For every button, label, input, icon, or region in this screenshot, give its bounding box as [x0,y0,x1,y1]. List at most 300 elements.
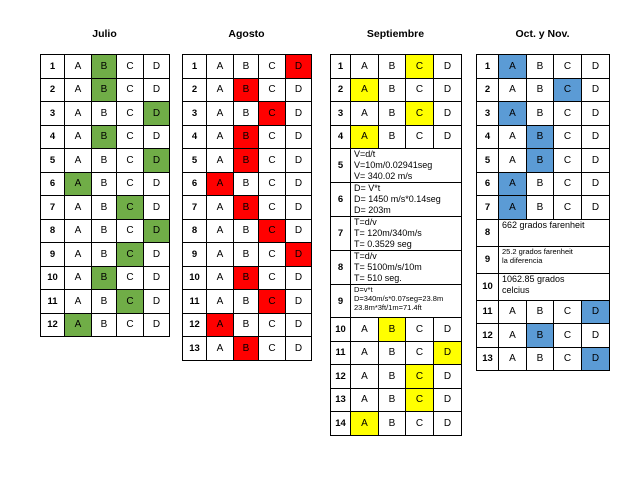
option-a: A [207,313,234,337]
option-b: B [234,55,259,79]
option-d: D [582,300,610,324]
option-d: D [286,266,312,290]
answer-text-line: la diferencia [502,255,543,265]
option-b: B [92,78,117,102]
option-a: A [499,172,527,196]
option-c: C [117,290,144,314]
option-a: A [65,102,92,126]
answer-row [41,78,170,102]
answer-text-line: 23.8m*3ft/1m=71.4ft [354,303,422,312]
option-b: B [527,196,554,220]
option-b: B [527,78,554,102]
worked-answer [351,251,462,285]
option-d: D [286,313,312,337]
option-d: D [286,219,312,243]
option-a: A [207,149,234,173]
option-a: A [65,172,92,196]
option-b: B [234,102,259,126]
option-d: D [286,78,312,102]
question-number: 3 [477,102,499,126]
option-c: C [117,78,144,102]
answer-row [183,266,312,290]
option-c: C [117,313,144,337]
option-a: A [207,172,234,196]
answer-row [477,219,610,246]
option-c: C [554,196,582,220]
option-c: C [117,243,144,267]
worked-answer [351,285,462,318]
question-number: 2 [183,78,207,102]
answer-row [331,183,462,217]
option-d: D [582,78,610,102]
question-number: 12 [41,313,65,337]
answer-row [477,196,610,220]
question-number: 10 [183,266,207,290]
month-title: Agosto [228,28,265,40]
option-a: A [65,290,92,314]
answer-row [477,102,610,126]
option-d: D [582,102,610,126]
question-number: 9 [477,246,499,273]
option-c: C [554,347,582,371]
answer-row [41,55,170,79]
answer-row [477,273,610,300]
option-d: D [434,55,462,79]
option-b: B [379,125,406,149]
option-a: A [499,324,527,348]
answer-row [41,219,170,243]
answer-row [183,172,312,196]
question-number: 12 [331,365,351,389]
option-b: B [379,412,406,436]
option-b: B [527,149,554,173]
answer-text-line: D= 1450 m/s*0.14seg [354,194,441,204]
option-c: C [406,412,434,436]
answer-row [183,55,312,79]
option-b: B [92,55,117,79]
option-c: C [117,102,144,126]
option-a: A [65,243,92,267]
option-a: A [351,318,379,342]
answer-text-line: celcius [502,284,530,295]
option-c: C [554,102,582,126]
answer-row [477,347,610,371]
option-b: B [234,219,259,243]
option-a: A [499,102,527,126]
option-d: D [434,102,462,126]
option-d: D [286,243,312,267]
option-a: A [351,78,379,102]
answer-text-line: 25.2 grados farenheit [502,246,573,256]
option-c: C [259,243,286,267]
option-d: D [434,341,462,365]
option-b: B [92,243,117,267]
option-c: C [406,365,434,389]
question-number: 7 [183,196,207,220]
answer-text-line: V=10m/0.02941seg [354,160,433,170]
option-c: C [554,172,582,196]
answer-row [331,388,462,412]
question-number: 12 [477,324,499,348]
option-a: A [65,219,92,243]
answer-row [331,285,462,318]
answer-row [331,341,462,365]
answer-row [477,149,610,173]
month-title: Septiembre [366,28,425,40]
option-d: D [286,125,312,149]
question-number: 9 [183,243,207,267]
option-a: A [207,102,234,126]
option-d: D [144,313,170,337]
question-number: 2 [477,78,499,102]
option-a: A [499,300,527,324]
option-c: C [259,55,286,79]
answer-row [183,243,312,267]
option-b: B [92,219,117,243]
answer-row [183,125,312,149]
option-b: B [379,341,406,365]
option-c: C [117,125,144,149]
option-b: B [527,102,554,126]
option-d: D [434,412,462,436]
answer-text-line: D=340m/s*0.07seg=23.8m [354,294,444,303]
option-c: C [259,196,286,220]
worked-answer [499,273,610,300]
question-number: 3 [41,102,65,126]
option-a: A [499,196,527,220]
option-c: C [259,337,286,361]
question-number: 11 [477,300,499,324]
option-d: D [286,149,312,173]
option-d: D [582,172,610,196]
option-a: A [207,219,234,243]
worked-answer [351,149,462,183]
question-number: 4 [41,125,65,149]
option-b: B [234,290,259,314]
option-d: D [144,55,170,79]
answer-table [182,54,312,361]
question-number: 5 [331,149,351,183]
option-b: B [234,243,259,267]
answer-row [477,125,610,149]
option-c: C [259,102,286,126]
option-a: A [351,365,379,389]
option-b: B [527,300,554,324]
option-a: A [65,55,92,79]
worked-answer [351,183,462,217]
option-b: B [234,196,259,220]
answer-text-line: T=d/v [354,217,377,227]
option-d: D [286,102,312,126]
question-number: 1 [41,55,65,79]
answer-text-line: T= 5100m/s/10m [354,262,422,272]
option-b: B [234,266,259,290]
answer-row [183,149,312,173]
answer-row [183,78,312,102]
question-number: 10 [41,266,65,290]
answer-text-line: D=v*t [354,285,373,294]
option-c: C [554,55,582,79]
answer-row [331,318,462,342]
option-c: C [554,78,582,102]
option-a: A [207,125,234,149]
question-number: 1 [183,55,207,79]
option-c: C [554,300,582,324]
answer-row [41,125,170,149]
option-a: A [207,196,234,220]
question-number: 13 [183,337,207,361]
option-a: A [207,266,234,290]
option-c: C [117,196,144,220]
option-a: A [351,55,379,79]
option-c: C [117,55,144,79]
option-d: D [144,102,170,126]
question-number: 8 [331,251,351,285]
answer-row [477,246,610,273]
option-c: C [117,149,144,173]
option-d: D [144,266,170,290]
option-b: B [379,388,406,412]
option-d: D [582,125,610,149]
option-d: D [144,172,170,196]
option-b: B [92,149,117,173]
option-c: C [406,102,434,126]
question-number: 7 [477,196,499,220]
option-c: C [554,149,582,173]
answer-text-line: T= 510 seg. [354,273,402,283]
question-number: 1 [331,55,351,79]
option-c: C [259,78,286,102]
option-c: C [406,388,434,412]
worked-answer [351,217,462,251]
month-title: Oct. y Nov. [515,28,570,40]
option-b: B [234,149,259,173]
option-a: A [65,125,92,149]
answer-row [41,243,170,267]
answer-row [477,78,610,102]
answer-row [183,313,312,337]
option-c: C [259,125,286,149]
answer-row [41,266,170,290]
answer-row [331,149,462,183]
option-d: D [434,318,462,342]
worked-answer [499,246,610,273]
option-c: C [406,318,434,342]
answer-text-line: 1062.85 grados [502,273,565,284]
option-d: D [144,196,170,220]
option-c: C [554,125,582,149]
question-number: 6 [183,172,207,196]
option-b: B [92,102,117,126]
option-a: A [65,313,92,337]
month-title: Julio [92,28,117,40]
option-b: B [92,290,117,314]
option-d: D [286,55,312,79]
question-number: 6 [477,172,499,196]
option-a: A [499,149,527,173]
option-b: B [379,365,406,389]
answer-row [331,125,462,149]
option-a: A [207,55,234,79]
question-number: 8 [183,219,207,243]
answer-text-line: T=d/v [354,251,377,261]
question-number: 11 [41,290,65,314]
option-a: A [351,388,379,412]
option-a: A [207,243,234,267]
answer-text-line: V=d/t [354,149,376,159]
option-b: B [379,78,406,102]
option-b: B [234,78,259,102]
question-number: 6 [41,172,65,196]
option-c: C [259,172,286,196]
question-number: 8 [477,219,499,246]
question-number: 10 [477,273,499,300]
answer-text-line: D= V*t [354,183,381,193]
question-number: 4 [477,125,499,149]
worked-answer [499,219,610,246]
option-c: C [117,172,144,196]
option-b: B [234,172,259,196]
answer-table [40,54,170,337]
option-b: B [92,313,117,337]
option-d: D [286,172,312,196]
question-number: 13 [477,347,499,371]
question-number: 7 [41,196,65,220]
option-c: C [117,266,144,290]
option-d: D [144,78,170,102]
answer-row [41,102,170,126]
option-d: D [434,365,462,389]
answer-row [41,313,170,337]
option-a: A [499,125,527,149]
answer-row [477,55,610,79]
question-number: 12 [183,313,207,337]
option-b: B [527,324,554,348]
option-a: A [499,55,527,79]
option-d: D [582,196,610,220]
question-number: 5 [477,149,499,173]
question-number: 5 [41,149,65,173]
option-d: D [434,125,462,149]
question-number: 1 [477,55,499,79]
option-b: B [234,125,259,149]
option-b: B [92,196,117,220]
option-c: C [117,219,144,243]
answer-row [183,337,312,361]
option-a: A [499,347,527,371]
option-d: D [582,347,610,371]
option-d: D [434,388,462,412]
answer-text-line: T= 0.3529 seg [354,239,412,249]
option-b: B [234,313,259,337]
option-d: D [582,149,610,173]
option-a: A [65,149,92,173]
option-a: A [351,412,379,436]
option-d: D [286,196,312,220]
answer-row [331,365,462,389]
answer-row [331,412,462,436]
option-a: A [65,196,92,220]
option-c: C [259,266,286,290]
option-a: A [351,125,379,149]
question-number: 8 [41,219,65,243]
question-number: 6 [331,183,351,217]
answer-row [331,55,462,79]
option-b: B [92,266,117,290]
answer-row [331,217,462,251]
answer-row [477,172,610,196]
option-d: D [144,243,170,267]
answer-row [477,324,610,348]
option-b: B [527,55,554,79]
option-d: D [434,78,462,102]
option-d: D [286,290,312,314]
option-c: C [406,125,434,149]
question-number: 13 [331,388,351,412]
option-a: A [351,102,379,126]
option-b: B [234,337,259,361]
option-a: A [499,78,527,102]
question-number: 9 [331,285,351,318]
option-a: A [207,290,234,314]
answer-row [331,251,462,285]
option-c: C [259,290,286,314]
option-d: D [582,55,610,79]
option-d: D [144,149,170,173]
question-number: 11 [331,341,351,365]
question-number: 10 [331,318,351,342]
question-number: 4 [183,125,207,149]
option-d: D [582,324,610,348]
question-number: 2 [331,78,351,102]
answer-row [183,290,312,314]
answer-text-line: D= 203m [354,205,391,215]
option-d: D [144,219,170,243]
answer-text-line: 662 grados farenheit [502,219,585,230]
option-b: B [527,347,554,371]
answer-row [41,149,170,173]
option-c: C [259,149,286,173]
question-number: 3 [331,102,351,126]
option-c: C [406,55,434,79]
answer-row [183,219,312,243]
question-number: 2 [41,78,65,102]
option-b: B [527,125,554,149]
option-d: D [286,337,312,361]
option-a: A [351,341,379,365]
answer-text-line: V= 340.02 m/s [354,171,413,181]
answer-table [476,54,610,371]
answer-row [477,300,610,324]
option-d: D [144,290,170,314]
answer-row [41,172,170,196]
question-number: 11 [183,290,207,314]
option-c: C [406,78,434,102]
answer-row [183,102,312,126]
option-a: A [207,337,234,361]
question-number: 7 [331,217,351,251]
answer-row [41,290,170,314]
option-a: A [65,78,92,102]
option-a: A [207,78,234,102]
option-c: C [406,341,434,365]
answer-row [331,102,462,126]
option-c: C [259,313,286,337]
answer-text-line: T= 120m/340m/s [354,228,422,238]
answer-row [331,78,462,102]
answer-table [330,54,462,436]
option-b: B [92,172,117,196]
